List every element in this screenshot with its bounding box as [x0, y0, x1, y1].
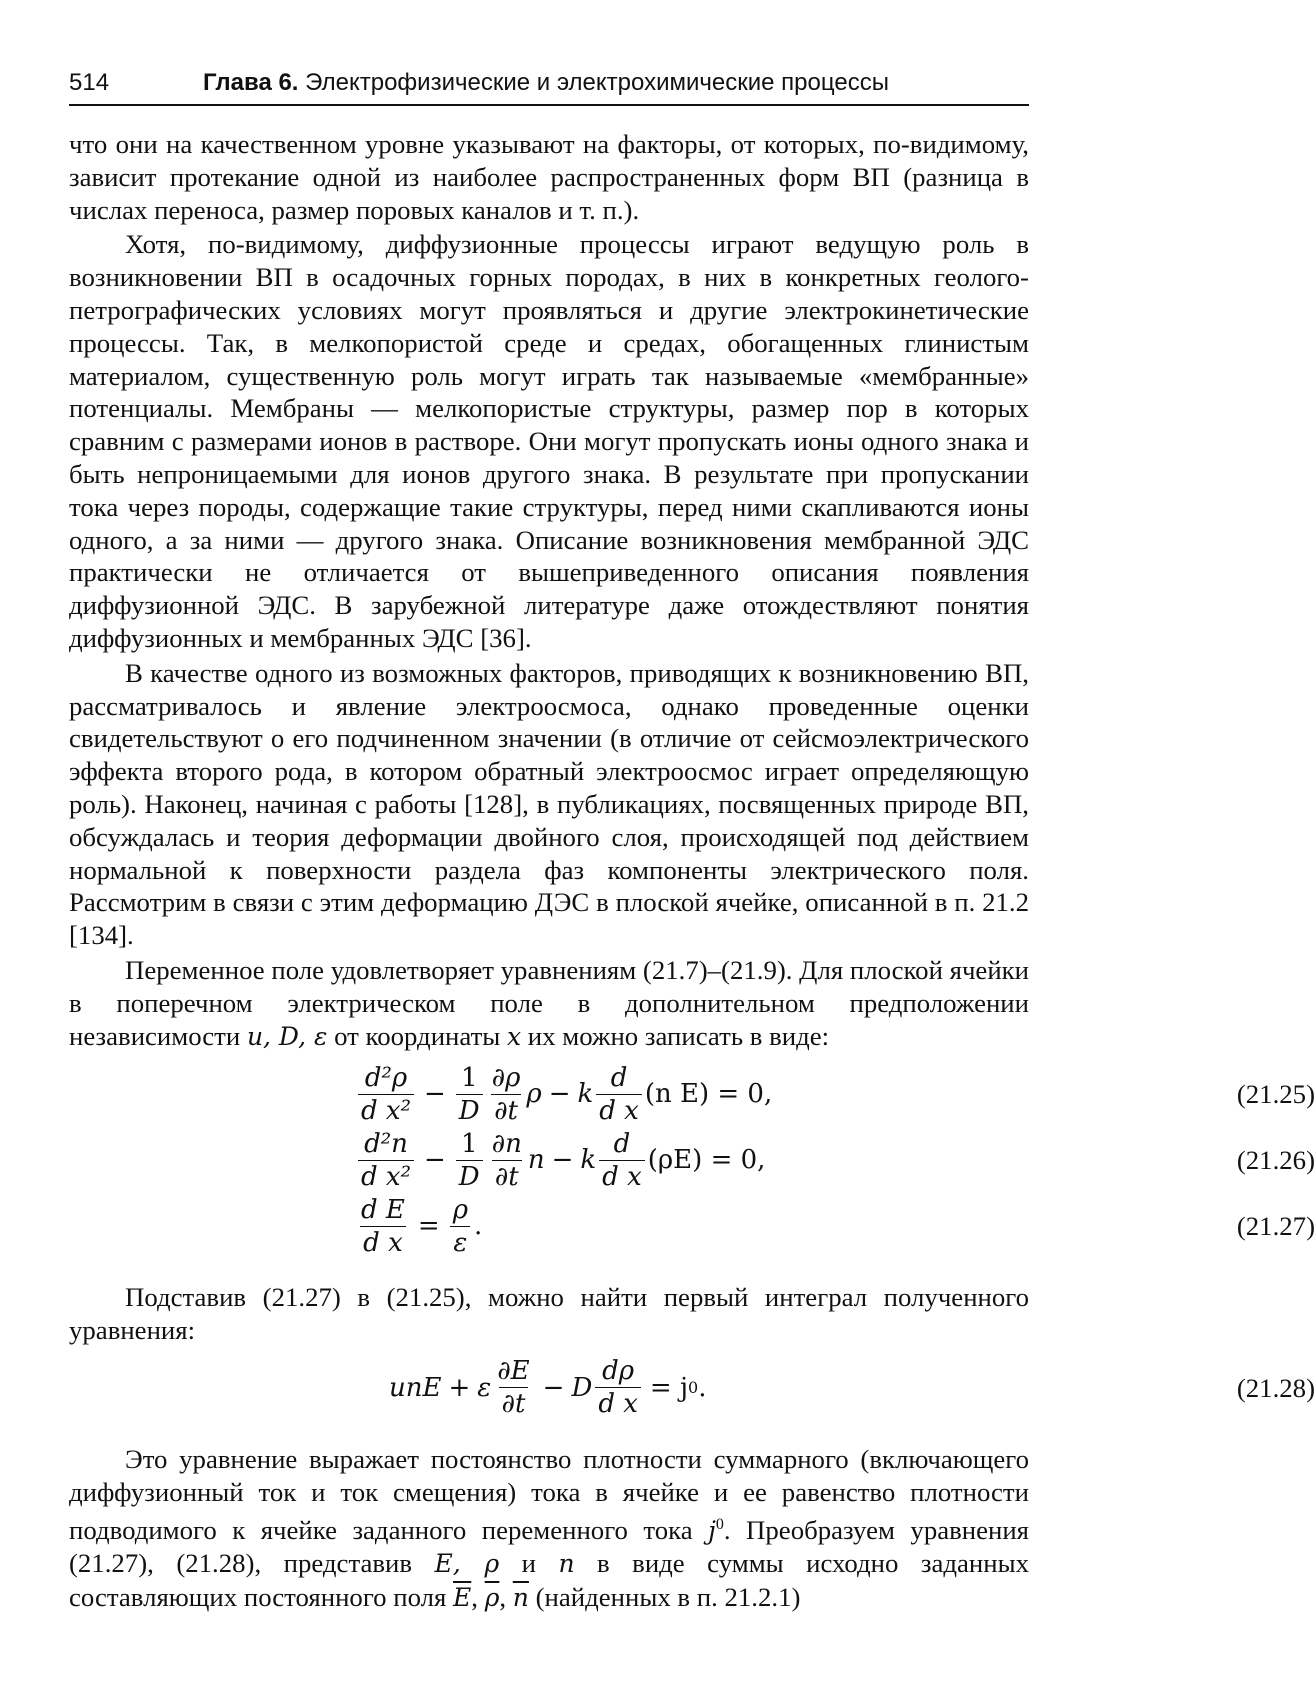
p6-text-c: в виде суммы исходно заданных составляющих постоянного поля — [69, 1548, 1029, 1613]
equation-21-25 — [355, 1061, 1315, 1127]
p6-bar-n: $\overline{n}$ — [512, 1583, 529, 1613]
eq26-arg: (ρE) = 0, — [647, 1144, 766, 1175]
eq28-dt: ∂t — [499, 1387, 529, 1418]
eq26-k: k — [580, 1144, 597, 1175]
p6-text-a: Это уравнение выражает постоянство плотности суммарного (включающего диффузионный ток и ток смещения) тока в ячейке и ее равенство плотности подводимого к ячейке заданного переменного тока — [69, 1443, 1029, 1545]
equation-block-21-28 — [69, 1353, 1315, 1423]
eq25-k: k — [577, 1078, 594, 1109]
paragraph-5: Подставив (21.27) в (21.25), можно найти первый интеграл полученного уравнения: — [69, 1282, 1029, 1346]
equation-number-21-27: (21.27) — [1236, 1210, 1315, 1241]
equation-21-26 — [355, 1127, 1315, 1193]
eq27-equals: = — [417, 1210, 440, 1241]
eq28-eps: ε — [477, 1372, 492, 1403]
p4-text-b: от координаты — [327, 1020, 507, 1051]
chapter-label: Глава 6. — [203, 69, 299, 96]
eq25-rho: ρ — [526, 1078, 542, 1109]
eq28-rhs-sup: 0 — [688, 1377, 699, 1397]
eq26-dn: ∂n — [491, 1128, 522, 1159]
equation-21-27 — [355, 1193, 1315, 1259]
equation-number-21-26: (21.26) — [1236, 1144, 1315, 1175]
page-number: 514 — [69, 69, 110, 96]
p6-variables: E, ρ — [434, 1549, 500, 1579]
eq25-D: D — [456, 1094, 483, 1125]
eq25-minus-2: − — [548, 1078, 571, 1109]
p6-var-j-sup: 0 — [715, 1515, 724, 1533]
paragraph-1: что они на качественном уровне указывают на факторы, от которых, по-видимому, зависит протекание одной из наиболее распространенных форм ВП (разница в числах переноса, размер поровых каналов и т. п.). — [69, 129, 1029, 225]
eq25-den-1: d x² — [358, 1094, 414, 1125]
eq26-d: d — [613, 1128, 631, 1159]
body-text — [69, 128, 1315, 1615]
eq26-num-1: d²n — [364, 1128, 408, 1159]
p4-text-c: их можно записать в виде: — [521, 1020, 830, 1051]
eq25-one: 1 — [460, 1062, 478, 1093]
p6-and: и — [499, 1548, 559, 1579]
eq26-den-1: d x² — [358, 1160, 414, 1191]
p6-bar-E: $\overline{E}$ — [453, 1583, 472, 1613]
p6-var-j: j — [708, 1515, 716, 1545]
eq28-rhs: = j — [649, 1372, 689, 1403]
eq27-dx: d x — [360, 1226, 406, 1257]
eq25-dx: d x — [596, 1094, 642, 1125]
paragraph-2: Хотя, по-видимому, диффузионные процессы играют ведущую роль в возникновении ВП в осадочных горных породах, в них в конкретных геолого-петрографических условиях могут проявляться и другие электрокинетические процессы. Так, в мелкопористой среде и средах, обогащенных глинистым материалом, существенную роль могут играть так называемые «мембранные» потенциалы. Мембраны — мелкопористые структуры, размер пор в которых сравним с размерами ионов в растворе. Они могут пропускать ионы одного знака и быть непроницаемыми для ионов другого знака. В результате при пропускании тока через породы, содержащие такие структуры, перед ними скапливаются ионы одного, а за ними — другого знака. Описание возникновения мембранной ЭДС практически не отличается от вышеприведенного описания появления диффузионной ЭДС. В зарубежной литературе даже отождествляют понятия диффузионных и мембранных ЭДС [36]. — [69, 229, 1029, 653]
eq28-end: . — [698, 1372, 707, 1403]
eq26-n: n — [527, 1144, 545, 1175]
eq27-end: . — [473, 1210, 483, 1241]
eq25-minus-1: − — [424, 1078, 446, 1109]
paragraph-3: В качестве одного из возможных факторов, приводящих к возникновению ВП, рассматривалось и явление электроосмоса, однако проведенные оценки свидетельствуют о его подчиненном значении (в отличие от сейсмоэлектрического эффекта второго рода, в котором обратный электроосмос играет определяющую роль). Наконец, начиная с работы [128], в публикациях, посвященных природе ВП, обсуждалась и теория деформации двойного слоя, происходящей под действием нормальной к поверхности раздела фаз компоненты электрического поля. Рассмотрим в связи с этим деформацию ДЭС в плоской ячейке, описанной в п. 21.2 [134]. — [69, 657, 1029, 951]
equation-number-21-28: (21.28) — [1236, 1372, 1315, 1403]
p4-var-x: x — [507, 1021, 522, 1051]
eq26-minus-1: − — [424, 1144, 446, 1175]
paragraph-6: Это уравнение выражает постоянство плотности суммарного (включающего диффузионный ток и ток смещения) тока в ячейке и ее равенство плотности подводимого к ячейке заданного переменного тока $j^0$. Преобразуем уравнения (21.27), (21.28), представив E, ρ и n в виде суммы исходно заданных составляющих постоянного поля $\overline{E}$, $\overline{\rho}$, $\overline{n}$ (найденных в п. 21.2.1) — [69, 1443, 1029, 1613]
eq28-unE: unE — [389, 1372, 442, 1403]
eq28-drho: dρ — [602, 1356, 635, 1387]
paragraph-4 — [69, 954, 1029, 1053]
eq27-eps: ε — [450, 1226, 470, 1257]
equation-number-21-25: (21.25) — [1236, 1078, 1315, 1109]
eq26-dx: d x — [599, 1160, 645, 1191]
eq26-D: D — [456, 1160, 483, 1191]
eq25-arg: (n E) = 0, — [644, 1078, 773, 1109]
p6-bar-rho: $\overline{\rho}$ — [484, 1583, 500, 1613]
eq26-dt: ∂t — [492, 1160, 522, 1191]
equation-system — [69, 1061, 1315, 1259]
eq25-d: d — [610, 1062, 628, 1093]
eq26-minus-2: − — [551, 1144, 574, 1175]
p4-text-a: Переменное поле удовлетворяет уравнениям (21.7)–(21.9). Для плоской ячейки в поперечном электрическом поле в дополнительном предположении независимости — [69, 954, 1030, 1051]
eq25-dt: ∂t — [491, 1094, 521, 1125]
p6-var-n: n — [558, 1549, 575, 1579]
chapter-heading — [203, 66, 889, 100]
eq25-num-1: d²ρ — [364, 1062, 408, 1093]
eq28-dE: ∂E — [497, 1356, 530, 1387]
eq27-rho: ρ — [452, 1194, 468, 1225]
eq26-one: 1 — [460, 1128, 478, 1159]
eq25-drho: ∂ρ — [491, 1062, 521, 1093]
eq28-minus: − — [542, 1372, 565, 1403]
equation-21-28 — [355, 1353, 1315, 1423]
chapter-title: Электрофизические и электрохимические процессы — [305, 69, 889, 96]
eq27-dE: d E — [361, 1194, 405, 1225]
eq28-D: D — [571, 1372, 593, 1403]
p4-variables: u, D, ε — [246, 1021, 328, 1051]
p6-text-d: (найденных в п. 21.2.1) — [528, 1582, 801, 1613]
eq28-dx: d x — [595, 1387, 641, 1418]
eq28-plus: + — [448, 1372, 471, 1403]
p6-text-b: . Преобразуем уравнения (21.27), (21.28), представив — [69, 1514, 1029, 1579]
running-head — [69, 66, 1029, 106]
